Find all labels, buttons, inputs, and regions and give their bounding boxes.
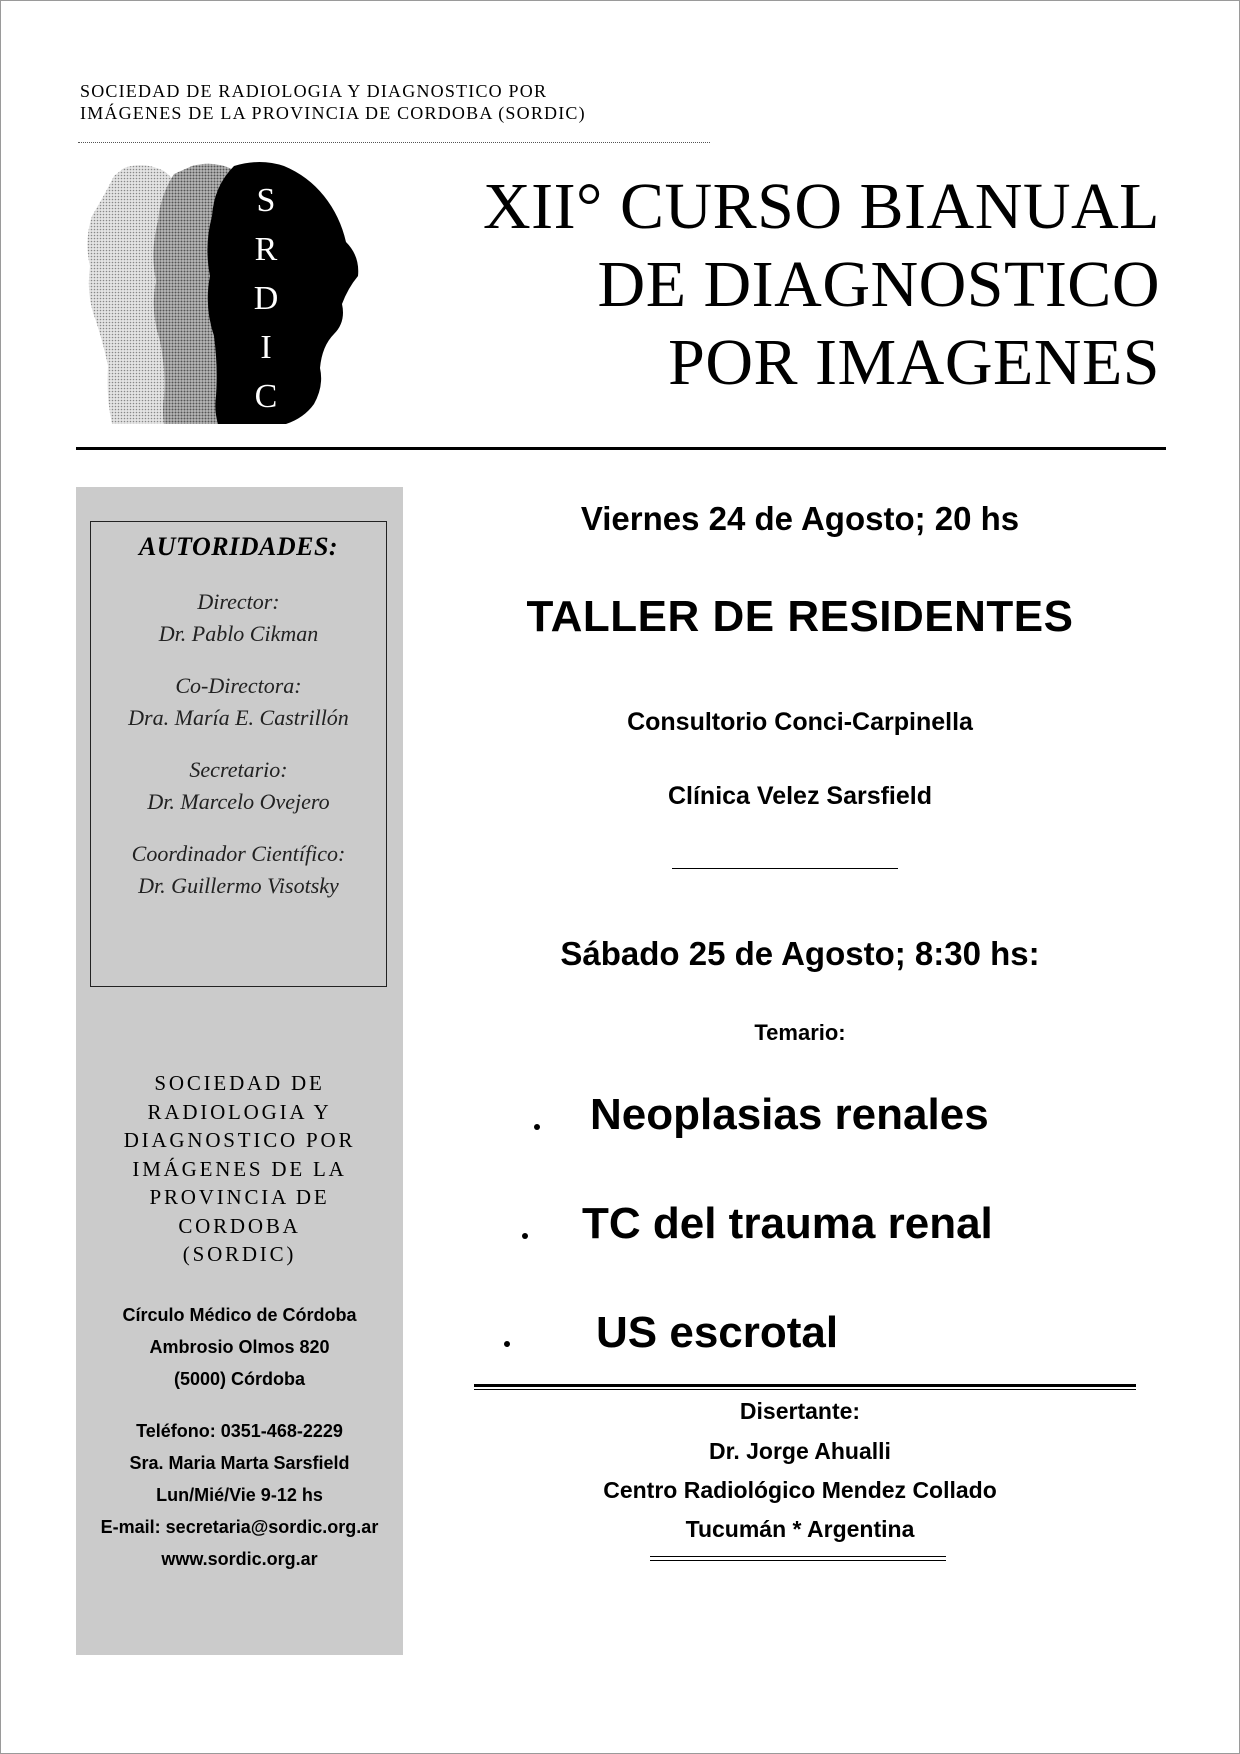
- contact-person: Sra. Maria Marta Sarsfield: [129, 1453, 350, 1473]
- phone: Teléfono: 0351-468-2229: [136, 1421, 343, 1441]
- header-org-line2: IMÁGENES DE LA PROVINCIA DE CORDOBA (SORDIC): [80, 103, 586, 123]
- saturday-date: Sábado 25 de Agosto; 8:30 hs:: [560, 935, 1040, 972]
- friday-venue1: Consultorio Conci-Carpinella: [627, 708, 973, 736]
- section-divider: [672, 868, 898, 869]
- topic-item: Neoplasias renales: [590, 1090, 989, 1139]
- office-hours: Lun/Mié/Vie 9-12 hs: [156, 1485, 323, 1505]
- address-line3: (5000) Córdoba: [173, 1369, 306, 1389]
- sidebar-org-line: PROVINCIA DE: [149, 1185, 330, 1209]
- authorities-heading: AUTORIDADES:: [138, 532, 339, 561]
- friday-venue2: Clínica Velez Sarsfield: [667, 782, 932, 810]
- sidebar-org-line: CORDOBA: [178, 1213, 301, 1238]
- authority-scientific-coordinator: [91, 838, 386, 902]
- sordic-logo: [84, 156, 362, 426]
- authority-role: Director:: [197, 589, 280, 614]
- sidebar-org-line: SOCIEDAD DE: [154, 1071, 325, 1095]
- address-line2: Ambrosio Olmos 820: [149, 1337, 330, 1357]
- sidebar-org-line: IMÁGENES DE LA: [132, 1156, 347, 1181]
- temario-label: Temario:: [754, 1020, 846, 1045]
- speaker-label: Disertante:: [739, 1398, 861, 1424]
- sidebar-organization: [76, 1069, 403, 1269]
- sidebar-org-line: RADIOLOGIA Y: [147, 1099, 332, 1124]
- title-line1: XII° CURSO BIANUAL: [482, 170, 1160, 243]
- email: E-mail: secretaria@sordic.org.ar: [100, 1517, 379, 1537]
- speaker-top-rule: [474, 1384, 1136, 1390]
- logo-letter-i: I: [260, 329, 272, 366]
- title-divider: [76, 447, 1166, 450]
- authority-co-director: [91, 670, 386, 734]
- authority-role: Secretario:: [189, 757, 288, 782]
- topic-item: TC del trauma renal: [582, 1199, 993, 1248]
- contact-info: [76, 1299, 403, 1575]
- speaker-bottom-rule: [650, 1556, 946, 1561]
- course-title: [340, 168, 1160, 402]
- authority-role: Coordinador Científico:: [131, 841, 346, 866]
- authority-name: Dr. Guillermo Visotsky: [138, 873, 339, 898]
- title-line2: DE DIAGNOSTICO: [597, 248, 1160, 321]
- sidebar: [76, 487, 403, 1655]
- address-line1: Círculo Médico de Córdoba: [122, 1305, 357, 1325]
- logo-letter-s: S: [256, 182, 276, 219]
- authority-secretary: [91, 754, 386, 818]
- header-org-line1: SOCIEDAD DE RADIOLOGIA Y DIAGNOSTICO POR: [80, 81, 548, 101]
- friday-event: TALLER DE RESIDENTES: [526, 592, 1074, 641]
- logo-letter-d: D: [253, 280, 279, 317]
- website: www.sordic.org.ar: [161, 1549, 318, 1569]
- speaker-location: Tucumán * Argentina: [685, 1516, 915, 1542]
- friday-date: Viernes 24 de Agosto; 20 hs: [580, 500, 1020, 537]
- authority-director: [91, 586, 386, 650]
- header-organization: [80, 80, 720, 124]
- sidebar-org-line: (SORDIC): [182, 1242, 297, 1266]
- authorities-box: [90, 521, 387, 987]
- authority-name: Dra. María E. Castrillón: [128, 705, 349, 730]
- speaker-name: Dr. Jorge Ahualli: [709, 1438, 891, 1464]
- authority-name: Dr. Marcelo Ovejero: [147, 789, 330, 814]
- topic-item: US escrotal: [596, 1308, 839, 1357]
- speaker-center: Centro Radiológico Mendez Collado: [603, 1477, 997, 1503]
- bullet-icon: [534, 1124, 540, 1130]
- authority-name: Dr. Pablo Cikman: [158, 621, 319, 646]
- logo-letters: [254, 182, 279, 415]
- authority-role: Co-Directora:: [175, 673, 302, 698]
- sidebar-org-line: DIAGNOSTICO POR: [123, 1128, 356, 1152]
- title-line3: POR IMAGENES: [668, 326, 1160, 399]
- bullet-icon: [504, 1341, 510, 1347]
- logo-letter-c: C: [254, 378, 278, 415]
- logo-letter-r: R: [254, 231, 278, 268]
- dotted-divider: [78, 142, 710, 143]
- bullet-icon: [522, 1233, 528, 1239]
